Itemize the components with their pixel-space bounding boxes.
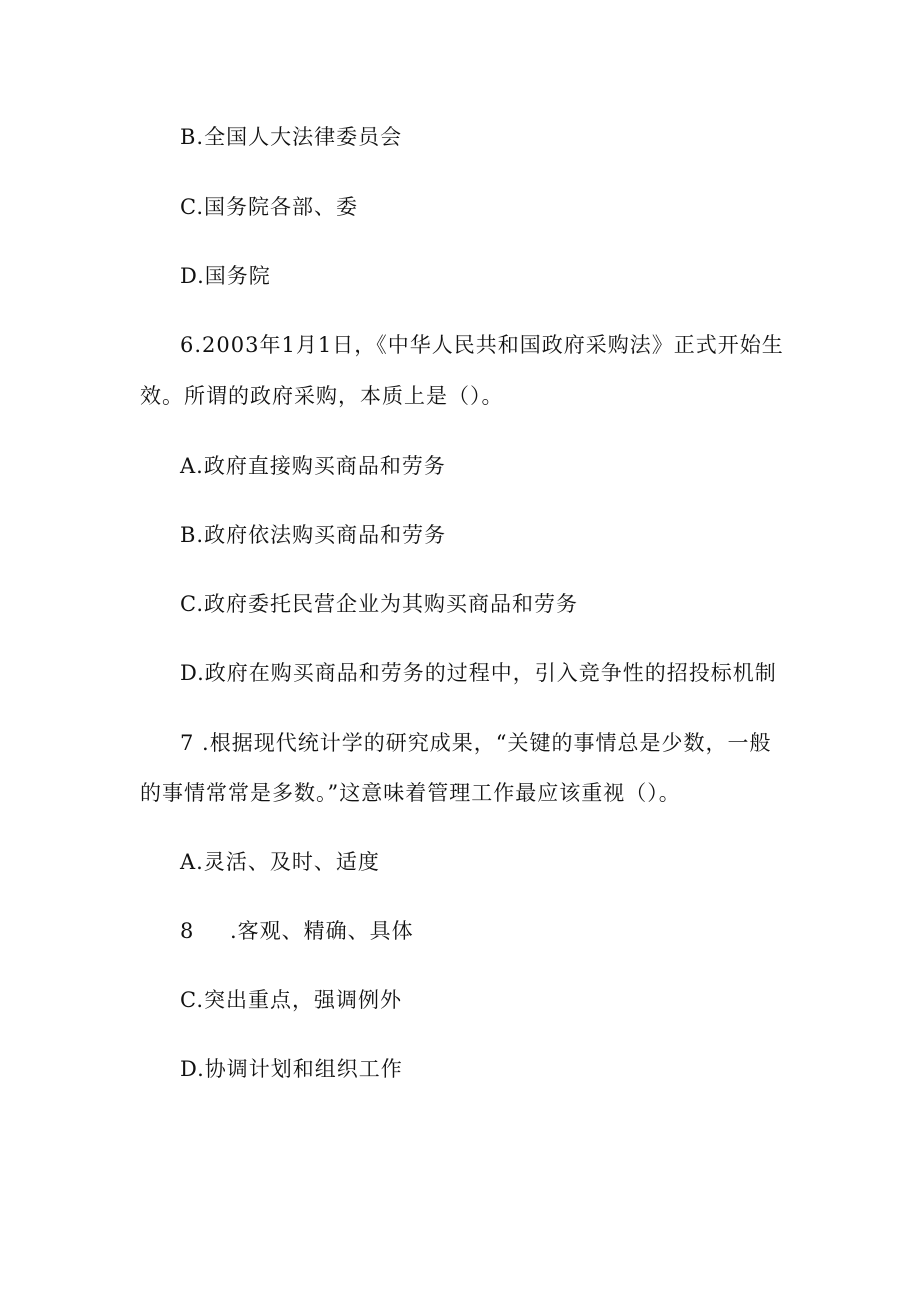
option-q6-b: B.政府依法购买商品和劳务 (180, 523, 447, 547)
option-q7-d: D.协调计划和组织工作 (180, 1057, 403, 1081)
option-q7-b-text: .客观、精确、具体 (230, 919, 414, 943)
question-7-line-1: 7 .根据现代统计学的研究成果，“关键的事情总是少数，一般 (180, 731, 772, 755)
option-q5-b: B.全国人大法律委员会 (180, 125, 403, 149)
option-q5-c: C.国务院各部、委 (180, 195, 358, 219)
option-q6-c: C.政府委托民营企业为其购买商品和劳务 (180, 592, 578, 616)
option-q6-d: D.政府在购买商品和劳务的过程中，引入竞争性的招投标机制 (180, 661, 777, 685)
question-6-line-2: 效。所谓的政府采购，本质上是（）。 (140, 384, 504, 408)
option-q7-b (180, 916, 414, 946)
option-q6-a: A.政府直接购买商品和劳务 (180, 454, 446, 478)
question-7-line-2: 的事情常常是多数。”这意味着管理工作最应该重视（）。 (140, 781, 681, 805)
option-q7-b-number: 8 (180, 919, 195, 943)
option-q5-d: D.国务院 (180, 264, 271, 288)
option-q7-c: C.突出重点，强调例外 (180, 988, 402, 1012)
option-q7-a: A.灵活、及时、适度 (180, 850, 380, 874)
question-6-line-1: 6.2003年1月1日，《中华人民共和国政府采购法》正式开始生 (180, 333, 784, 357)
